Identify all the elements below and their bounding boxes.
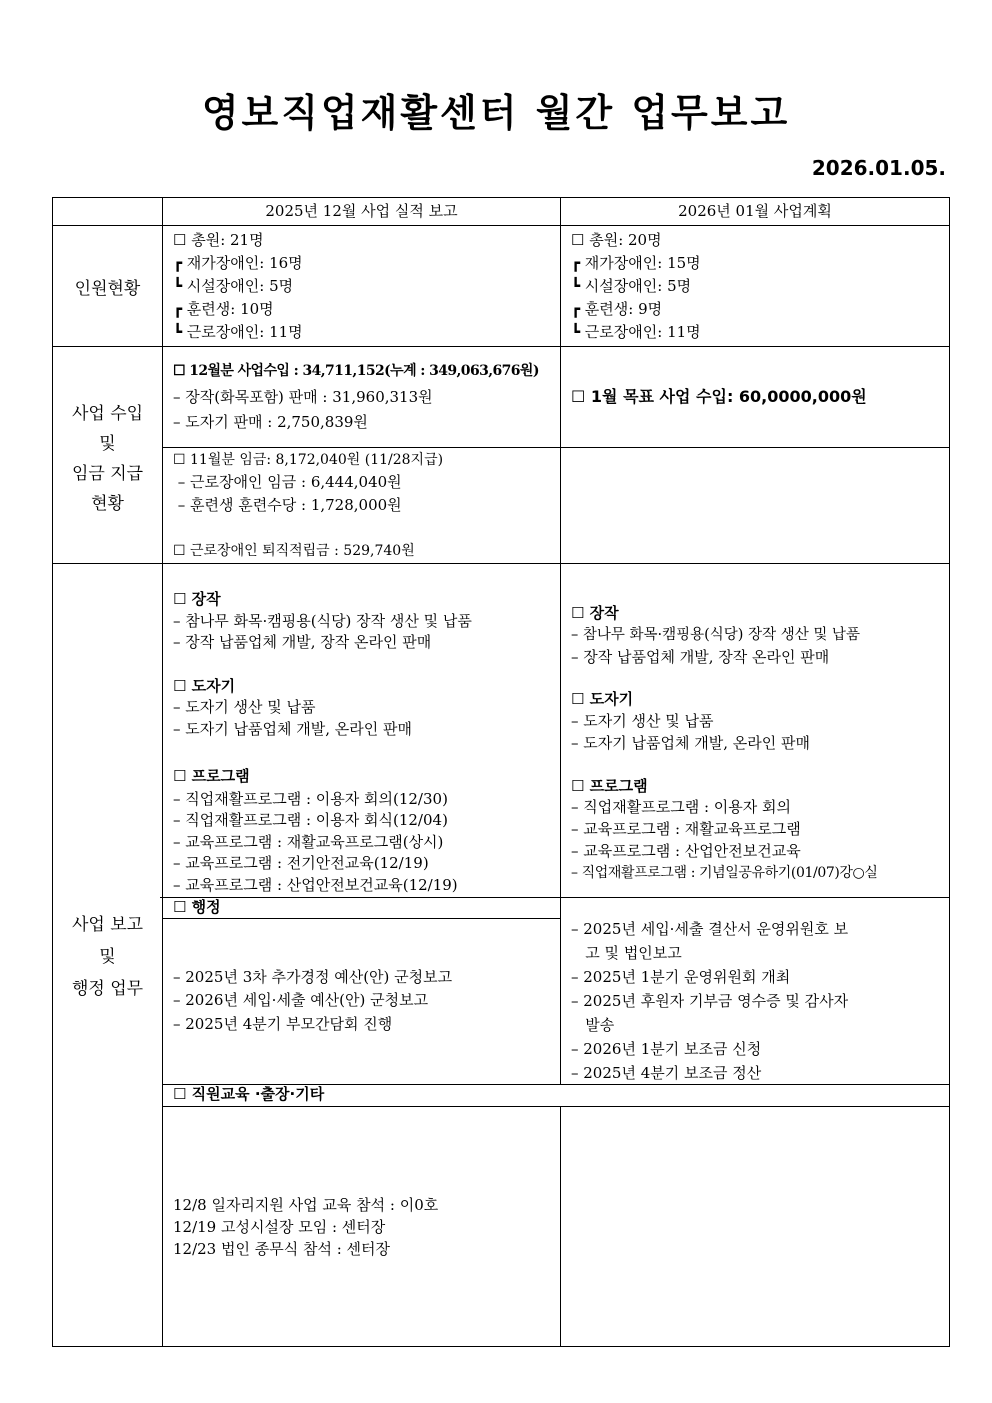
section-title: ☐ 도자기 [173,677,236,695]
staff-right-line: ┏ 재가장애인: 15명 [571,254,701,272]
header-left-cell [162,197,561,226]
staff-left-cell [162,225,561,347]
business-left-cell [162,563,561,898]
edu-line: 12/23 법인 종무식 참석 : 센터장 [173,1240,391,1258]
income-label-cell [52,346,163,564]
business-line: – 참나무 화목·캠핑용(식당) 장작 생산 및 납품 [571,627,860,643]
admin-title: ☐ 행정 [173,898,221,916]
staff-right-line: ☐ 총원: 20명 [571,231,662,249]
admin-line: 발송 [571,1016,615,1034]
admin-title-border [160,897,562,919]
admin-left-cell [162,918,561,1085]
admin-line: – 2025년 4분기 부모간담회 진행 [173,1015,393,1033]
edu-line: 12/8 일자리지원 사업 교육 참석 : 이0호 [173,1196,439,1214]
wage-line: ☐ 근로장애인 퇴직적립금 : 529,740원 [173,543,415,559]
admin-line: – 2025년 1분기 운영위원회 개최 [571,968,791,986]
staff-right-line: ┗ 시설장애인: 5명 [571,277,692,295]
business-line: – 교육프로그램 : 산업안전보건교육(12/19) [173,876,458,894]
business-label-line: 행정 업무 [71,979,144,999]
business-label-line: 및 [99,947,116,967]
business-line: – 장작 납품업체 개발, 장작 온라인 판매 [173,633,432,651]
wage-line: ☐ 11월분 임금: 8,172,040원 (11/28지급) [173,452,444,468]
admin-line: – 2025년 4분기 보조금 정산 [571,1064,762,1082]
business-line: – 장작 납품업체 개발, 장작 온라인 판매 [571,648,830,666]
business-line: – 교육프로그램 : 산업안전보건교육 [571,842,801,860]
header-right-cell [560,197,950,226]
wage-line: – 훈련생 훈련수당 : 1,728,000원 [173,496,402,514]
staff-right-cell [560,225,950,347]
header-blank-cell [52,197,163,226]
edu-right-cell [560,1106,950,1347]
business-line: – 참나무 화목·캠핑용(식당) 장작 생산 및 납품 [173,612,472,630]
income-left-top-cell [162,346,561,448]
staff-label: 인원현황 [74,279,141,299]
income-line: – 장작(화목포함) 판매 : 31,960,313원 [173,388,433,406]
income-label-line: 사업 수입 [71,404,144,424]
income-label-line: 임금 지급 [71,464,144,484]
admin-line: – 2026년 세입·세출 예산(안) 군청보고 [173,991,429,1009]
page-title: 영보직업재활센터 월간 업무보고 [201,91,791,135]
staff-left-line: ┏ 재가장애인: 16명 [173,254,303,272]
business-line: – 직업재활프로그램 : 이용자 회의 [571,798,791,816]
section-title: ☐ 장작 [571,604,619,622]
admin-line: – 2026년 1분기 보조금 신청 [571,1040,762,1058]
admin-line: – 2025년 후원자 기부금 영수증 및 감사자 [571,992,849,1010]
admin-right-cell [560,897,950,1085]
income-right-bottom-cell [560,447,950,564]
business-right-cell [560,563,950,898]
income-line: – 도자기 판매 : 2,750,839원 [173,413,368,431]
business-line: – 직업재활프로그램 : 이용자 회식(12/04) [173,811,448,829]
income-line: ☐ 12월분 사업수입 : 34,711,152(누계 : 349,063,676원) [173,363,539,379]
business-line: – 도자기 생산 및 납품 [571,712,714,730]
business-label-line: 사업 보고 [71,915,144,935]
income-label-line: 및 [99,434,116,454]
edu-title: ☐ 직원교육 ·출장·기타 [173,1085,325,1103]
staff-label-cell [52,225,163,347]
business-line: – 도자기 납품업체 개발, 온라인 판매 [571,734,810,752]
admin-line: 고 및 법인보고 [571,944,682,962]
header-right: 2026년 01월 사업계획 [678,202,832,220]
business-line: – 도자기 납품업체 개발, 온라인 판매 [173,720,412,738]
section-title: ☐ 장작 [173,590,221,608]
header-left: 2025년 12월 사업 실적 보고 [265,202,458,220]
section-title: ☐ 도자기 [571,690,634,708]
wage-line: – 근로장애인 임금 : 6,444,040원 [173,473,402,491]
business-line: – 직업재활프로그램 : 이용자 회의(12/30) [173,790,448,808]
edu-title-cell [162,1084,950,1107]
business-line: – 직업재활프로그램 : 기념일공유하기(01/07)강○실 [571,865,878,881]
staff-right-line: ┗ 근로장애인: 11명 [571,323,701,341]
section-title: ☐ 프로그램 [173,767,250,785]
staff-left-line: ┏ 훈련생: 10명 [173,300,274,318]
income-target: ☐ 1월 목표 사업 수입: 60,0000,000원 [571,387,867,406]
business-line: – 교육프로그램 : 재활교육프로그램 [571,820,801,838]
edu-left-cell [162,1106,561,1347]
edu-line: 12/19 고성시설장 모임 : 센터장 [173,1218,386,1236]
business-line: – 교육프로그램 : 전기안전교육(12/19) [173,854,429,872]
income-right-top-cell [560,346,950,448]
income-left-bottom-cell [162,447,561,564]
business-line: – 도자기 생산 및 납품 [173,698,316,716]
admin-line: – 2025년 세입·세출 결산서 운영위원호 보 [571,920,849,938]
staff-right-line: ┏ 훈련생: 9명 [571,300,663,318]
staff-left-line: ┗ 시설장애인: 5명 [173,277,294,295]
staff-left-line: ☐ 총원: 21명 [173,231,264,249]
admin-line: – 2025년 3차 추가경정 예산(안) 군청보고 [173,968,453,986]
business-line: – 교육프로그램 : 재활교육프로그램(상시) [173,833,444,851]
income-label-line: 현황 [91,494,124,514]
business-label-cell [52,563,163,1347]
report-date: 2026.01.05. [811,156,946,180]
section-title: ☐ 프로그램 [571,777,648,795]
staff-left-line: ┗ 근로장애인: 11명 [173,323,303,341]
